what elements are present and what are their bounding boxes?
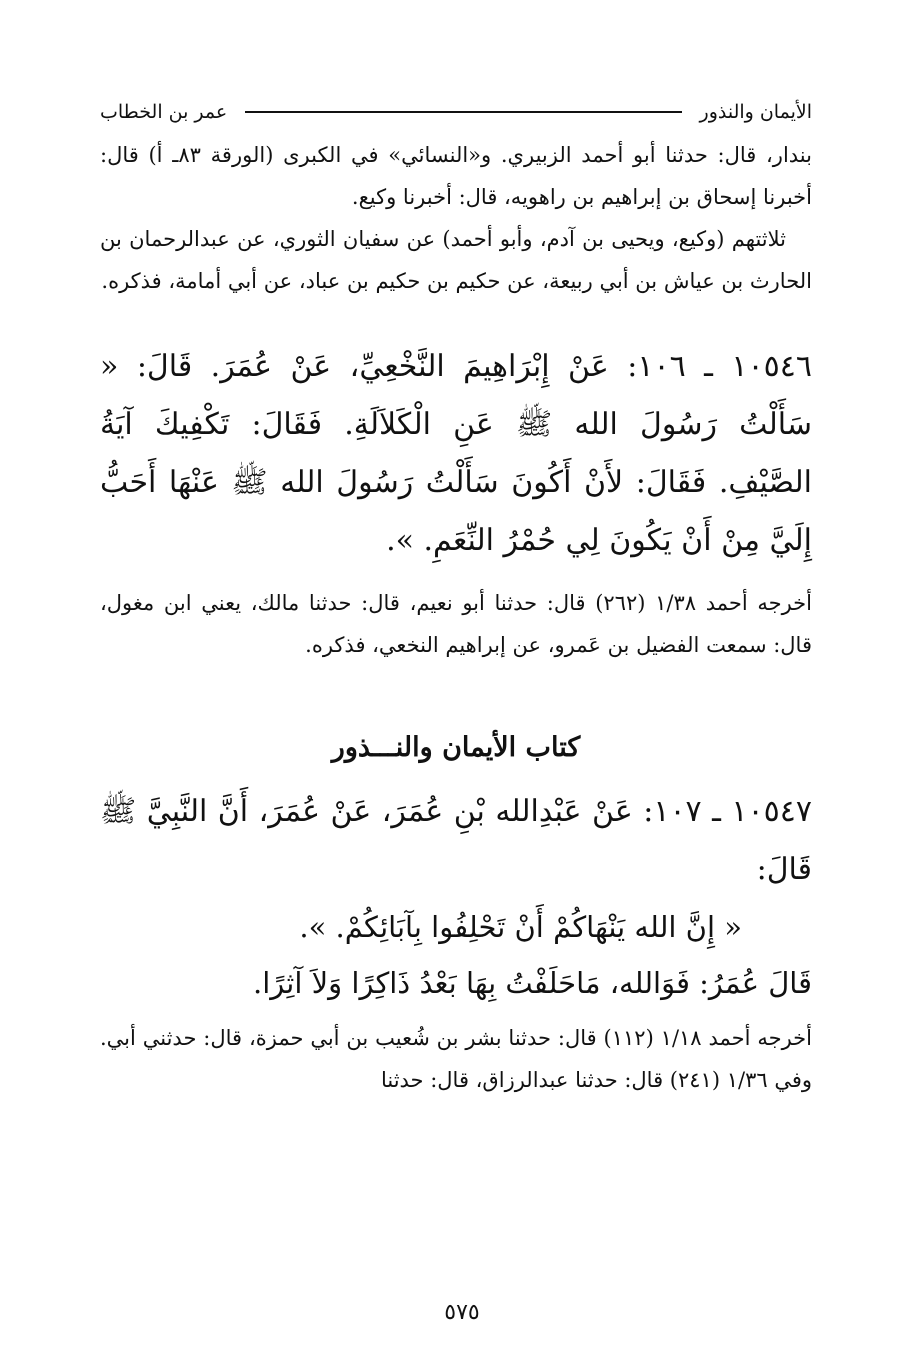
hadith-follow: قَالَ عُمَرُ: فَوَالله، مَاحَلَفْتُ بِهَا بَعْدُ ذَاكِرًا وَلاَ آثِرًا. [253, 966, 812, 1000]
hadith-number: ١٠٥٤٧ ـ ١٠٧: [643, 794, 812, 829]
hadith-10546 [100, 338, 812, 570]
hadith-quote: « إِنَّ الله يَنْهَاكُمْ أَنْ تَحْلِفُوا بِآبَائِكُمْ. ». [299, 910, 742, 944]
header-rule [245, 111, 681, 113]
note-paragraph: ثلاثتهم (وكيع، ويحيى بن آدم، وأبو أحمد) عن سفيان الثوري، عن عبدالرحمان بن الحارث بن عياش بن أبي ربيعة، عن حكيم بن حكيم بن عباد، عن أبي أمامة، فذكره. [100, 227, 812, 293]
takhrij-note-3: أخرجه أحمد ١/١٨ (١١٢) قال: حدثنا بشر بن شُعيب بن أبي حمزة، قال: حدثني أبي. وفي ١/٣٦ (٢٤١) قال: حدثنا عبدالرزاق، قال: حدثنا [100, 1026, 812, 1092]
takhrij-note-2: أخرجه أحمد ١/٣٨ (٢٦٢) قال: حدثنا أبو نعيم، قال: حدثنا مالك، يعني ابن مغول، قال: سمعت الفضيل بن عَمرو، عن إبراهيم النخعي، فذكره. [100, 591, 812, 657]
hadith-number: ١٠٥٤٦ ـ ١٠٦: [627, 349, 812, 384]
hadith-text: عَنْ إِبْرَاهِيمَ النَّخْعِيِّ، عَنْ عُمَرَ. قَالَ: « سَأَلْتُ رَسُولَ الله ﷺ عَنِ الْكَلاَلَةِ. فَقَالَ: تَكْفِيكَ آيَةُ الصَّيْفِ. فَقَالَ: لأَنْ أَكُونَ سَأَلْتُ رَسُولَ الله ﷺ عَنْهَا أَحَبُّ إِلَيَّ مِنْ أَنْ يَكُونَ لِي حُمْرُ النِّعَمِ. ». [100, 349, 812, 558]
header-chapter-title: الأيمان والنذور [699, 101, 812, 123]
hadith-10547 [100, 783, 812, 899]
takhrij-note-1 [100, 134, 812, 302]
running-header [100, 92, 812, 132]
header-person-title: عمر بن الخطاب [100, 101, 228, 123]
note-paragraph: بندار، قال: حدثنا أبو أحمد الزبيري. و«النسائي» في الكبرى (الورقة ٨٣ـ أ) قال: أخبرنا إسحاق بن إبراهيم بن راهويه، قال: أخبرنا وكيع. [100, 143, 812, 209]
hadith-intro: عَنْ عَبْدِالله بْنِ عُمَرَ، عَنْ عُمَرَ، أَنَّ النَّبِيَّ ﷺ قَالَ: [100, 794, 812, 887]
page-number: ٥٧٥ [444, 1300, 480, 1325]
document-page [100, 92, 812, 1101]
section-title: كتاب الأيمان والنـــذور [331, 732, 581, 763]
